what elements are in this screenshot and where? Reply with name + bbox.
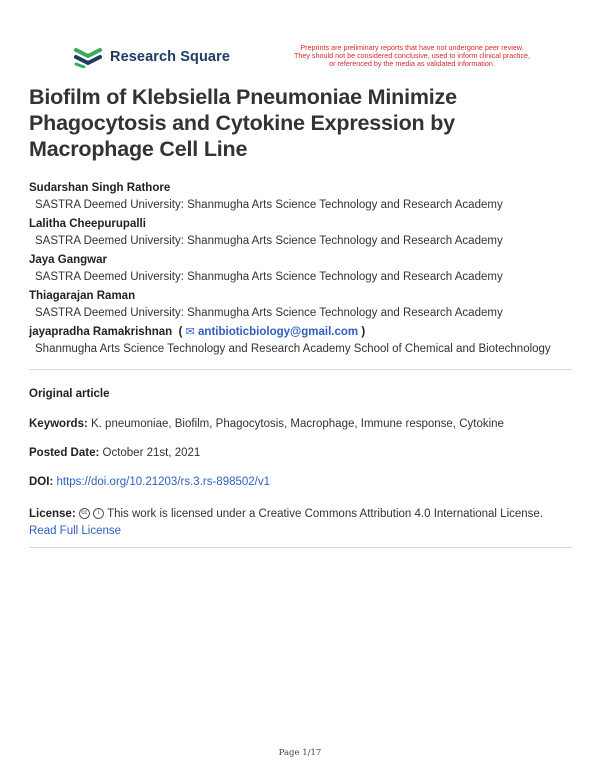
cc-icon: cc — [79, 508, 90, 519]
divider — [29, 547, 572, 548]
brand-name: Research Square — [110, 49, 230, 65]
license-label: License: — [29, 508, 76, 520]
email-paren-close: ) — [361, 326, 366, 338]
author-name: Thiagarajan Raman — [29, 290, 136, 302]
notice-line: Preprints are preliminary reports that have not undergone peer review. — [300, 43, 524, 52]
keywords-value: K. pneumoniae, Biofilm, Phagocytosis, Macrophage, Immune response, Cytokine — [91, 418, 504, 430]
page-number: Page 1/17 — [278, 748, 322, 758]
corresponding-author — [29, 324, 574, 340]
keywords-row — [29, 418, 574, 430]
author-list — [29, 180, 574, 360]
author-affiliation: Shanmugha Arts Science Technology and Research Academy School of Chemical and Biotechnology — [35, 343, 551, 355]
article-type — [29, 388, 574, 400]
notice-line: They should not be considered conclusive, used to inform clinical practice, — [293, 51, 531, 61]
author-name: Sudarshan Singh Rathore — [29, 182, 171, 194]
author-name: Jaya Gangwar — [29, 254, 107, 266]
license-row — [29, 506, 574, 540]
author-name: Lalitha Cheepurupalli — [29, 218, 146, 230]
author-affiliation: SASTRA Deemed University: Shanmugha Arts Science Technology and Research Academy — [35, 271, 503, 283]
notice-line: or referenced by the media as validated information. — [329, 59, 495, 69]
doi-label: DOI: — [29, 476, 54, 488]
license-text: This work is licensed under a Creative Commons Attribution 4.0 International License. — [107, 508, 544, 520]
divider — [29, 369, 572, 370]
author-name: jayapradha Ramakrishnan — [29, 326, 173, 338]
preprint-notice — [262, 44, 562, 69]
cc-by-icon: i — [93, 508, 104, 519]
posted-date-row — [29, 447, 574, 459]
article-type-label: Original article — [29, 388, 110, 400]
doi-row — [29, 476, 574, 488]
keywords-label: Keywords: — [29, 418, 88, 430]
research-square-logo-icon — [74, 46, 102, 68]
doi-link[interactable]: https://doi.org/10.21203/rs.3.rs-898502/v1 — [56, 476, 271, 488]
author-email-link[interactable]: antibioticbiology@gmail.com — [198, 326, 359, 338]
read-full-license-link[interactable]: Read Full License — [29, 525, 122, 537]
posted-date-label: Posted Date: — [29, 447, 100, 459]
research-square-logo[interactable] — [74, 46, 230, 68]
envelope-icon: ✉ — [185, 326, 195, 338]
email-paren-open: ( — [175, 326, 183, 338]
paper-title: Biofilm of Klebsiella Pneumoniae Minimize Phagocytosis and Cytokine Expression by Macrophage Cell Line — [29, 85, 457, 161]
author-affiliation: SASTRA Deemed University: Shanmugha Arts Science Technology and Research Academy — [35, 199, 503, 211]
author-affiliation: SASTRA Deemed University: Shanmugha Arts Science Technology and Research Academy — [35, 235, 503, 247]
author-affiliation: SASTRA Deemed University: Shanmugha Arts Science Technology and Research Academy — [35, 307, 503, 319]
posted-date-value: October 21st, 2021 — [102, 447, 201, 459]
